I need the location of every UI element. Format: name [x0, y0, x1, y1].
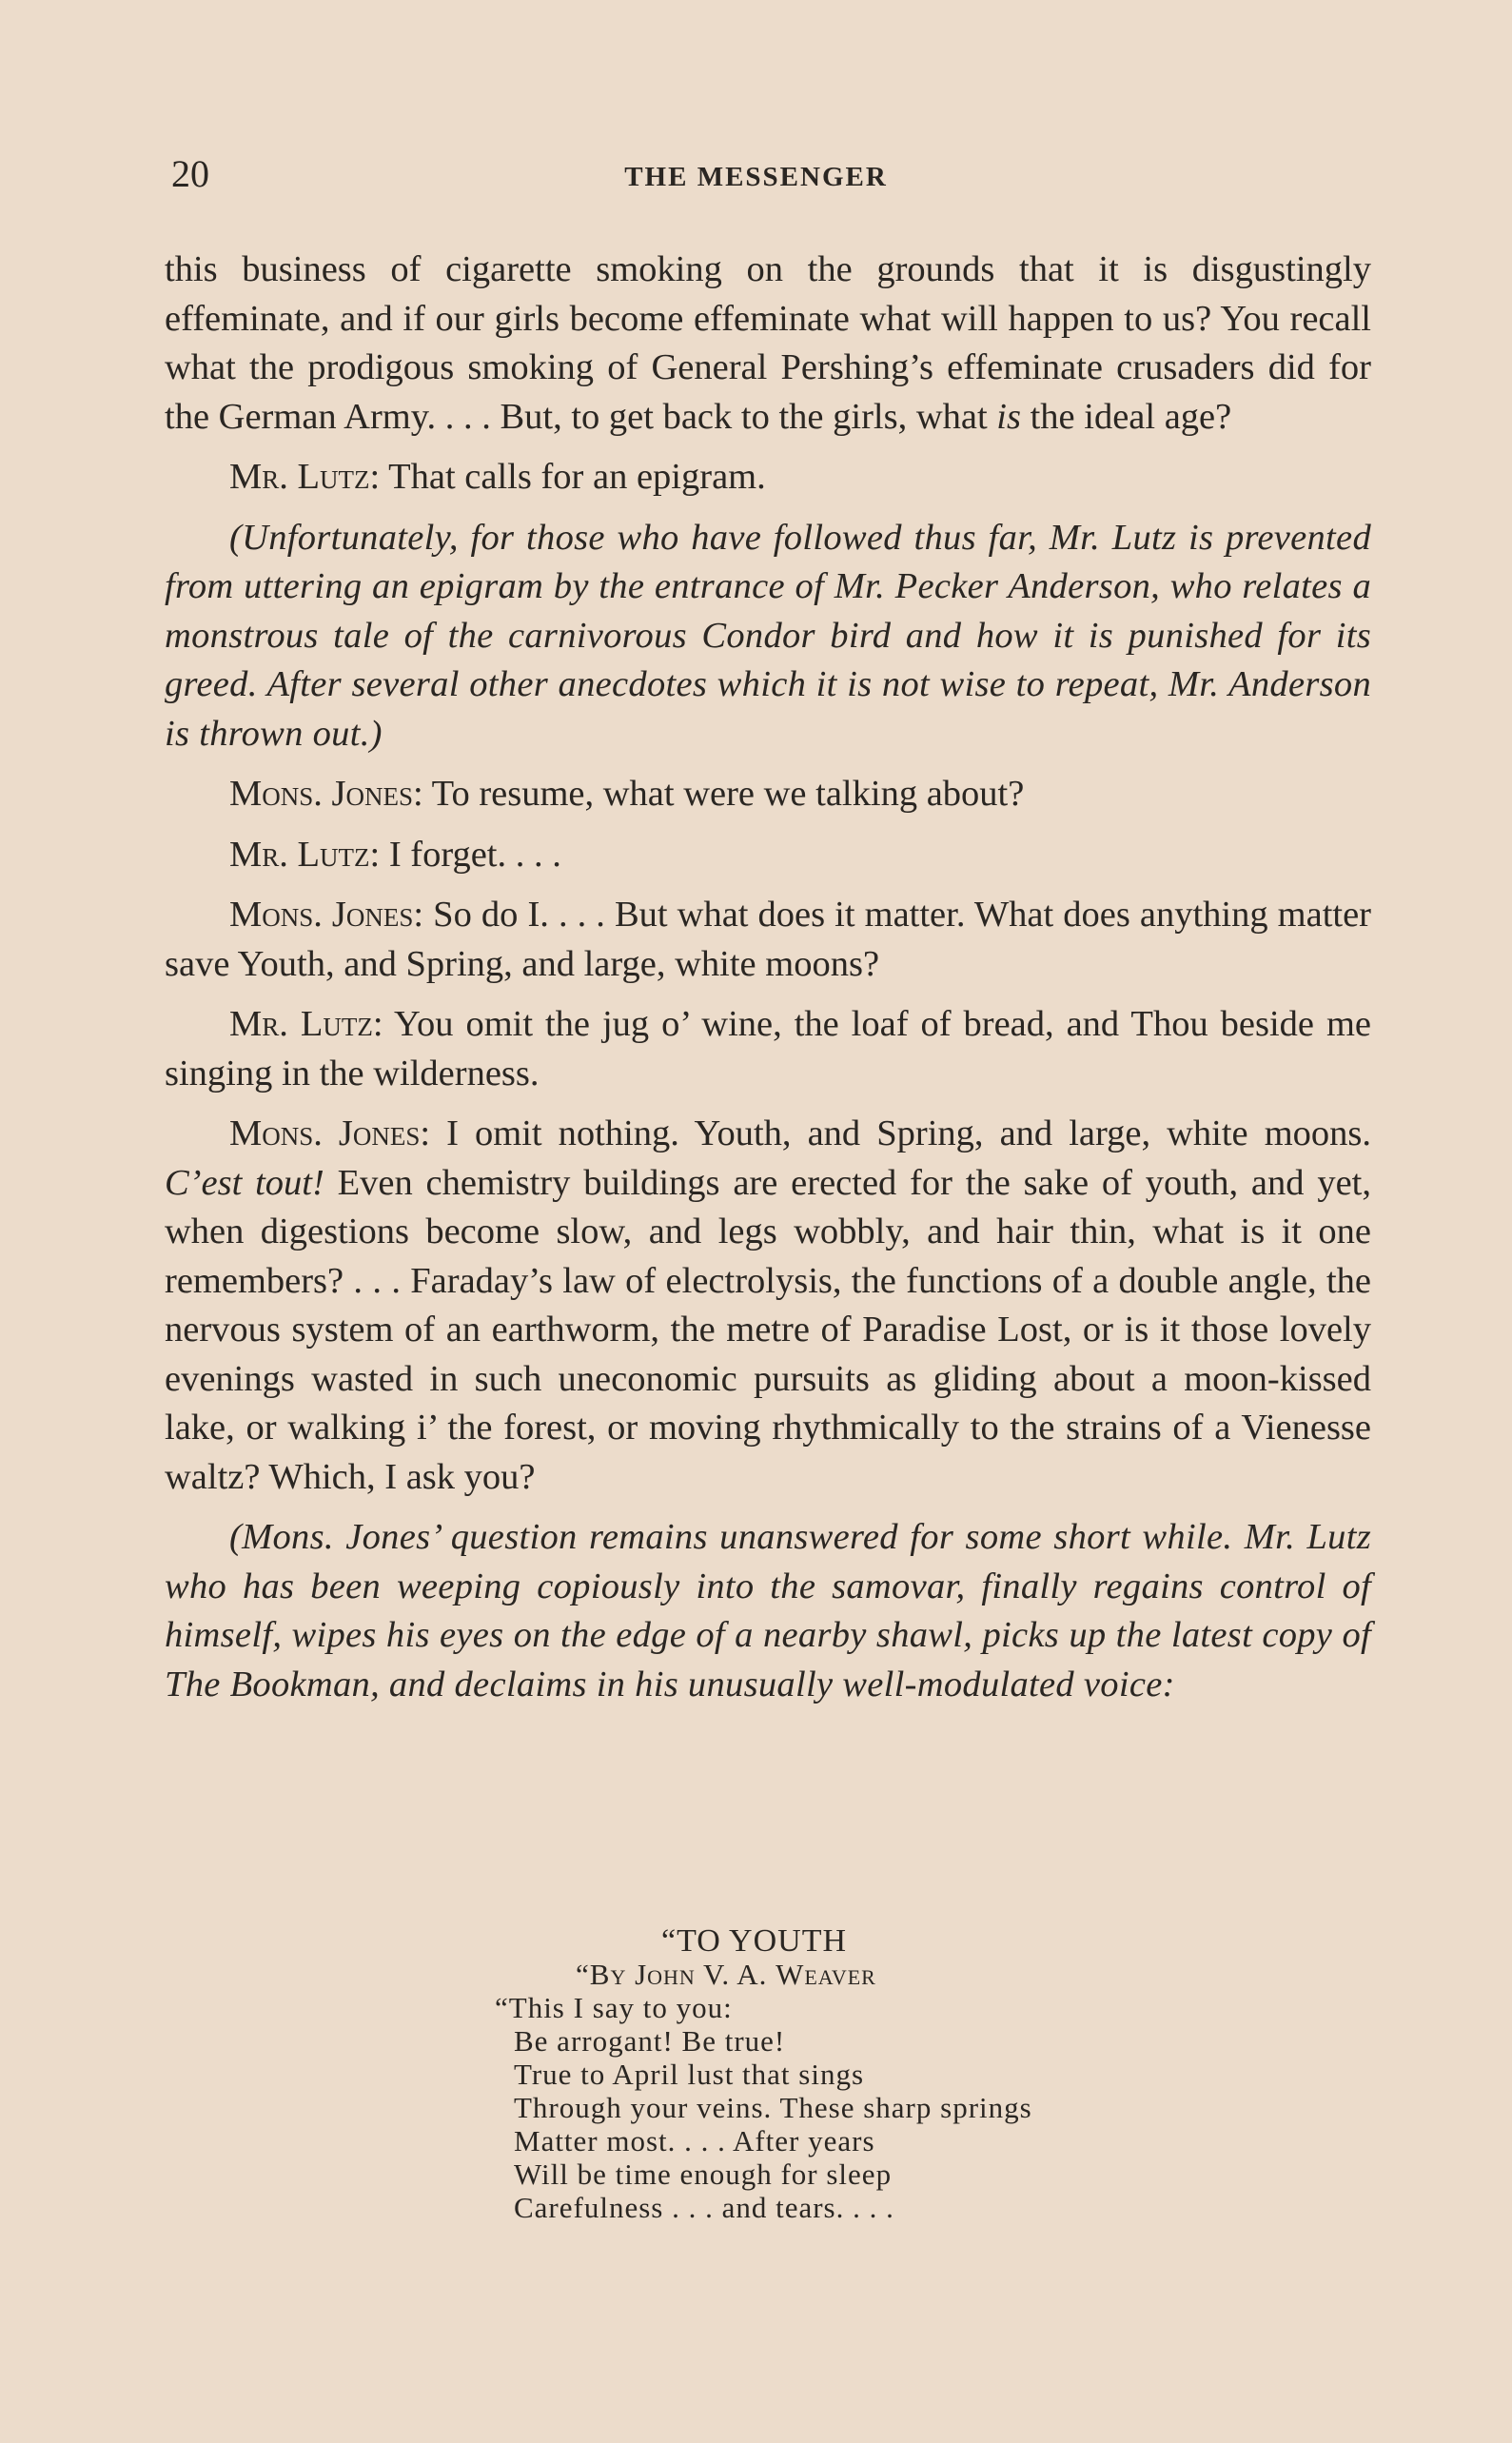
paragraph-text: this business of cigarette smoking on the grounds that it is disgustingly effeminate, and if our girls become effeminate what will happen to us? You recall what the prodigous smoking of General Pershing’s effeminate crusaders did for the German Army. . . . But, to get back to the girls, what: [165, 249, 1371, 437]
speech-jones: [165, 891, 1371, 989]
italic-phrase: C’est tout!: [165, 1162, 324, 1203]
poem-author: “By John V. A. Weaver: [576, 1958, 876, 1991]
speech-text: : So do I. . . . But what does it matter. What does anything matter save Youth, and Spring, and large, white moons?: [165, 895, 1372, 984]
running-title: THE MESSENGER: [624, 162, 888, 192]
speaker-name: Mr. Lutz: [229, 457, 370, 497]
poem-line: Through your veins. These sharp springs: [514, 2091, 1032, 2124]
speech-lutz: [165, 453, 1371, 502]
speech-text: : I omit nothing. Youth, and Spring, and large, white moons.: [420, 1113, 1371, 1153]
poem-title: “TO YOUTH: [661, 1923, 848, 1959]
poem-line: Matter most. . . . After years: [514, 2124, 875, 2157]
speech-text: : You omit the jug o’ wine, the loaf of bread, and Thou beside me singing in the wilderness.: [165, 1004, 1371, 1093]
page-body: [165, 246, 1371, 1721]
poem-line: True to April lust that sings: [514, 2058, 865, 2091]
poem-line: “This I say to you:: [495, 1991, 733, 2024]
speaker-name: Mons. Jones: [229, 774, 413, 814]
speech-lutz: [165, 1000, 1371, 1098]
speaker-name: Mr. Lutz: [229, 1004, 373, 1044]
speech-text: : I forget. . . .: [369, 834, 561, 875]
speaker-name: Mr. Lutz: [229, 834, 370, 875]
speech-text: : That calls for an epigram.: [369, 457, 766, 497]
stage-direction: (Mons. Jones’ question remains unanswered for some short while. Mr. Lutz who has been weeping copiously into the samovar, finally regains control of himself, wipes his eyes on the edge of a nearby shawl, picks up the latest copy of The Bookman, and declaims in his unusually well-modulated voice:: [165, 1517, 1371, 1704]
poem-line: Carefulness . . . and tears. . . .: [514, 2191, 894, 2224]
poem-byline: [495, 1958, 1218, 1991]
page-header: [0, 148, 1512, 205]
paragraph-continuation: [165, 246, 1371, 442]
stage-direction: (Unfortunately, for those who have followed thus far, Mr. Lutz is prevented from uttering an epigram by the entrance of Mr. Pecker Anderson, who relates a monstrous tale of the carnivorous Condor bird and how it is punished for its greed. After several other anecdotes which it is not wise to repeat, Mr. Anderson is thrown out.): [165, 517, 1371, 754]
speaker-name: Mons. Jones: [229, 1113, 421, 1153]
poem-line: Will be time enough for sleep: [514, 2157, 893, 2191]
speech-jones: [165, 770, 1371, 819]
poem-block: [495, 1924, 1218, 2224]
paragraph-text-end: the ideal age?: [1020, 396, 1232, 437]
speech-jones: [165, 1110, 1371, 1502]
speech-lutz: [165, 831, 1371, 880]
speech-text-end: Even chemistry buildings are erected for the sake of youth, and yet, when digestions become slow, and legs wobbly, and hair thin, what is it one remembers? . . . Faraday’s law of electrolysis, the functions of a double angle, the nervous system of an earthworm, the metre of Paradise Lost, or is it those lovely evenings wasted in such uneconomic pursuits as gliding about a moon-kissed lake, or walking i’ the forest, or moving rhythmically to the strains of a Vienesse waltz? Which, I ask you?: [165, 1162, 1372, 1497]
speaker-name: Mons. Jones: [229, 895, 414, 935]
speech-text: : To resume, what were we talking about?: [412, 774, 1025, 814]
page-number: 20: [171, 152, 209, 195]
italic-emphasis: is: [996, 396, 1021, 437]
poem-line: Be arrogant! Be true!: [514, 2024, 786, 2058]
